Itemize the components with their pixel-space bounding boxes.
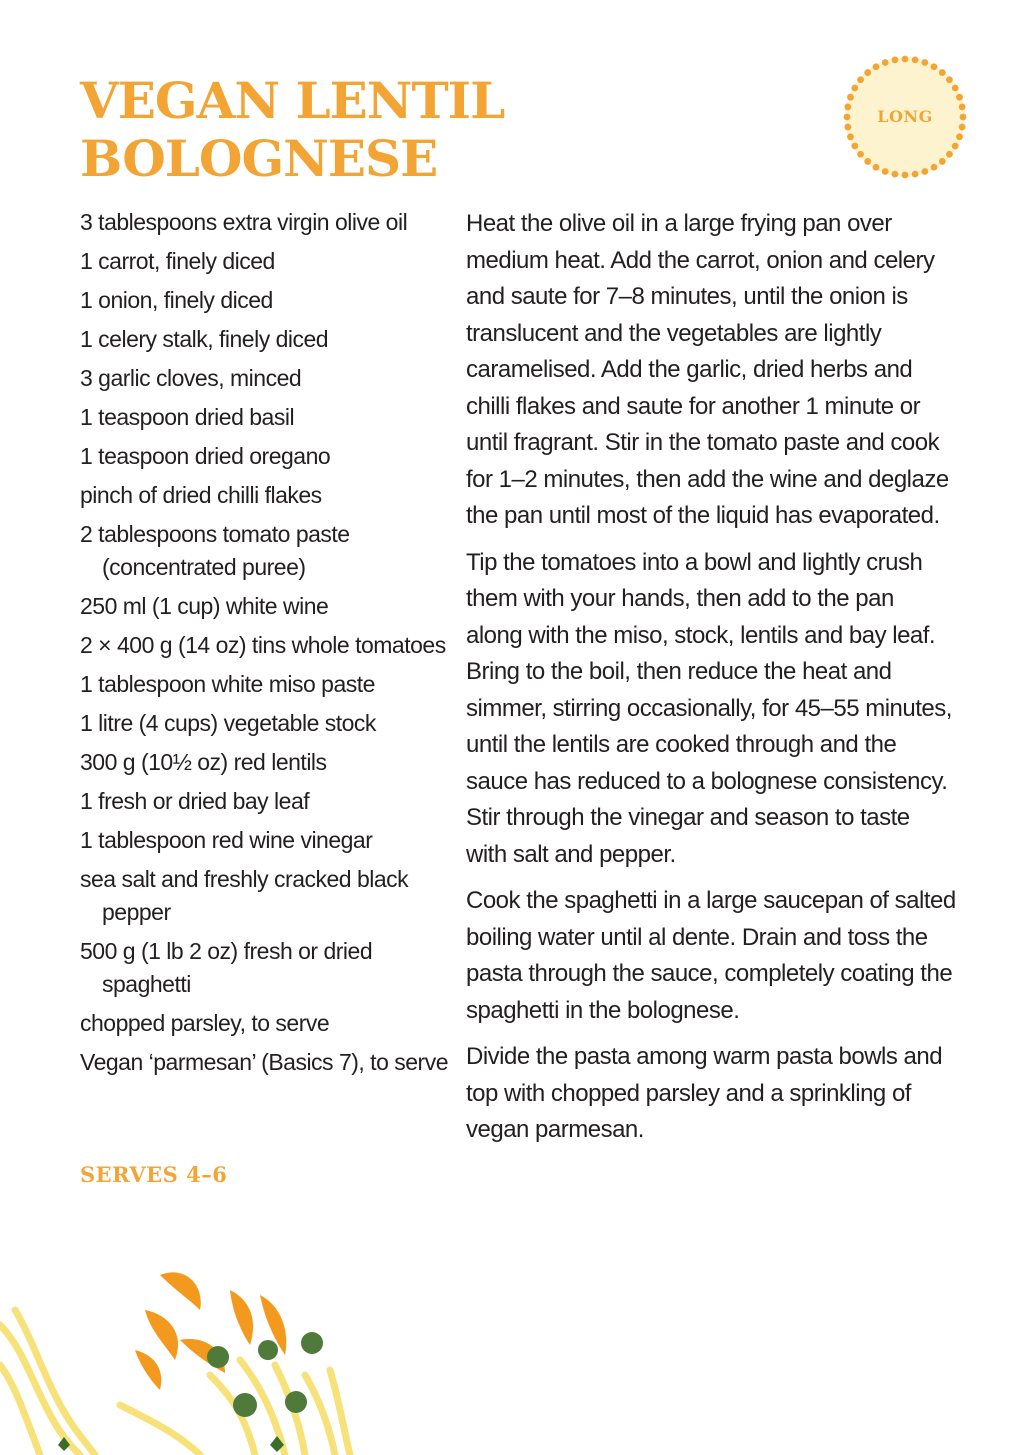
spaghetti-strand	[120, 1405, 200, 1455]
method-step: Divide the pasta among warm pasta bowls and top with chopped parsley and a sprinkling of vegan parmesan.	[466, 1043, 943, 1143]
ingredient-item: 2 × 400 g (14 oz) tins whole tomatoes	[80, 632, 446, 658]
ingredient-item: 500 g (1 lb 2 oz) fresh or dried spaghetti	[80, 938, 373, 997]
spaghetti-strand	[15, 1310, 95, 1455]
ingredient-item: 3 garlic cloves, minced	[80, 365, 302, 391]
pea	[258, 1340, 278, 1360]
tomato-piece	[145, 1310, 178, 1360]
ingredient-item: 1 celery stalk, finely diced	[80, 326, 329, 352]
method-section	[466, 206, 956, 1159]
ingredient-item: 1 teaspoon dried basil	[80, 404, 295, 430]
ingredient-item: 300 g (10½ oz) red lentils	[80, 749, 327, 775]
ingredient-item: pinch of dried chilli flakes	[80, 482, 322, 508]
ingredient-item: 1 tablespoon white miso paste	[80, 671, 375, 697]
method-step: Tip the tomatoes into a bowl and lightly crush them with your hands, then add to the pan along with the miso, stock, lentils and bay leaf. Bring to the boil, then reduce the heat and simmer, stirring occasionally, for 45–55 minutes, until the lentils are cooked through and the sauce has reduced to a bolognese consistency. Stir through the vinegar and season to taste with salt and pepper.	[466, 548, 952, 868]
recipe-title-line-1: VEGAN LENTIL	[80, 71, 505, 130]
pasta-illustration	[0, 1255, 360, 1455]
duration-badge	[840, 52, 970, 182]
ingredient-item: 1 teaspoon dried oregano	[80, 443, 331, 469]
tomato-piece	[135, 1350, 161, 1390]
ingredient-item: chopped parsley, to serve	[80, 1010, 330, 1036]
recipe-title	[80, 72, 640, 188]
tomato-piece	[160, 1272, 201, 1310]
method-step: Cook the spaghetti in a large saucepan of salted boiling water until al dente. Drain and toss the pasta through the sauce, completely coating the spaghetti in the bolognese.	[466, 887, 956, 1024]
pea	[301, 1332, 323, 1354]
serves-label: SERVES 4–6	[80, 1162, 228, 1187]
ingredient-item: 1 tablespoon red wine vinegar	[80, 827, 373, 853]
recipe-title-line-2: BOLOGNESE	[80, 129, 438, 188]
ingredient-item: 250 ml (1 cup) white wine	[80, 593, 329, 619]
badge-label: LONG	[877, 107, 933, 126]
ingredient-item: sea salt and freshly cracked black pepper	[80, 866, 409, 925]
ingredient-item: 1 fresh or dried bay leaf	[80, 788, 310, 814]
ingredient-item: 3 tablespoons extra virgin olive oil	[80, 209, 408, 235]
pea	[207, 1346, 229, 1368]
method-step: Heat the olive oil in a large frying pan over medium heat. Add the carrot, onion and celery and saute for 7–8 minutes, until the onion is translucent and the vegetables are lightly caramelised. Add the garlic, dried herbs and chilli flakes and saute for another 1 minute or until fragrant. Stir in the tomato paste and cook for 1–2 minutes, then add the wine and deglaze the pan until most of the liquid has evaporated.	[466, 210, 949, 529]
ingredient-item: 1 onion, finely diced	[80, 287, 273, 313]
ingredient-item: 1 carrot, finely diced	[80, 248, 275, 274]
ingredient-item: 2 tablespoons tomato paste (concentrated puree)	[80, 521, 350, 580]
pea	[285, 1391, 307, 1413]
ingredient-item: 1 litre (4 cups) vegetable stock	[80, 710, 376, 736]
spaghetti-strand	[305, 1375, 335, 1455]
ingredients-list	[80, 206, 450, 1085]
pea	[233, 1393, 257, 1417]
tomato-piece	[230, 1290, 253, 1345]
ingredient-item: Vegan ‘parmesan’ (Basics 7), to serve	[80, 1049, 448, 1075]
